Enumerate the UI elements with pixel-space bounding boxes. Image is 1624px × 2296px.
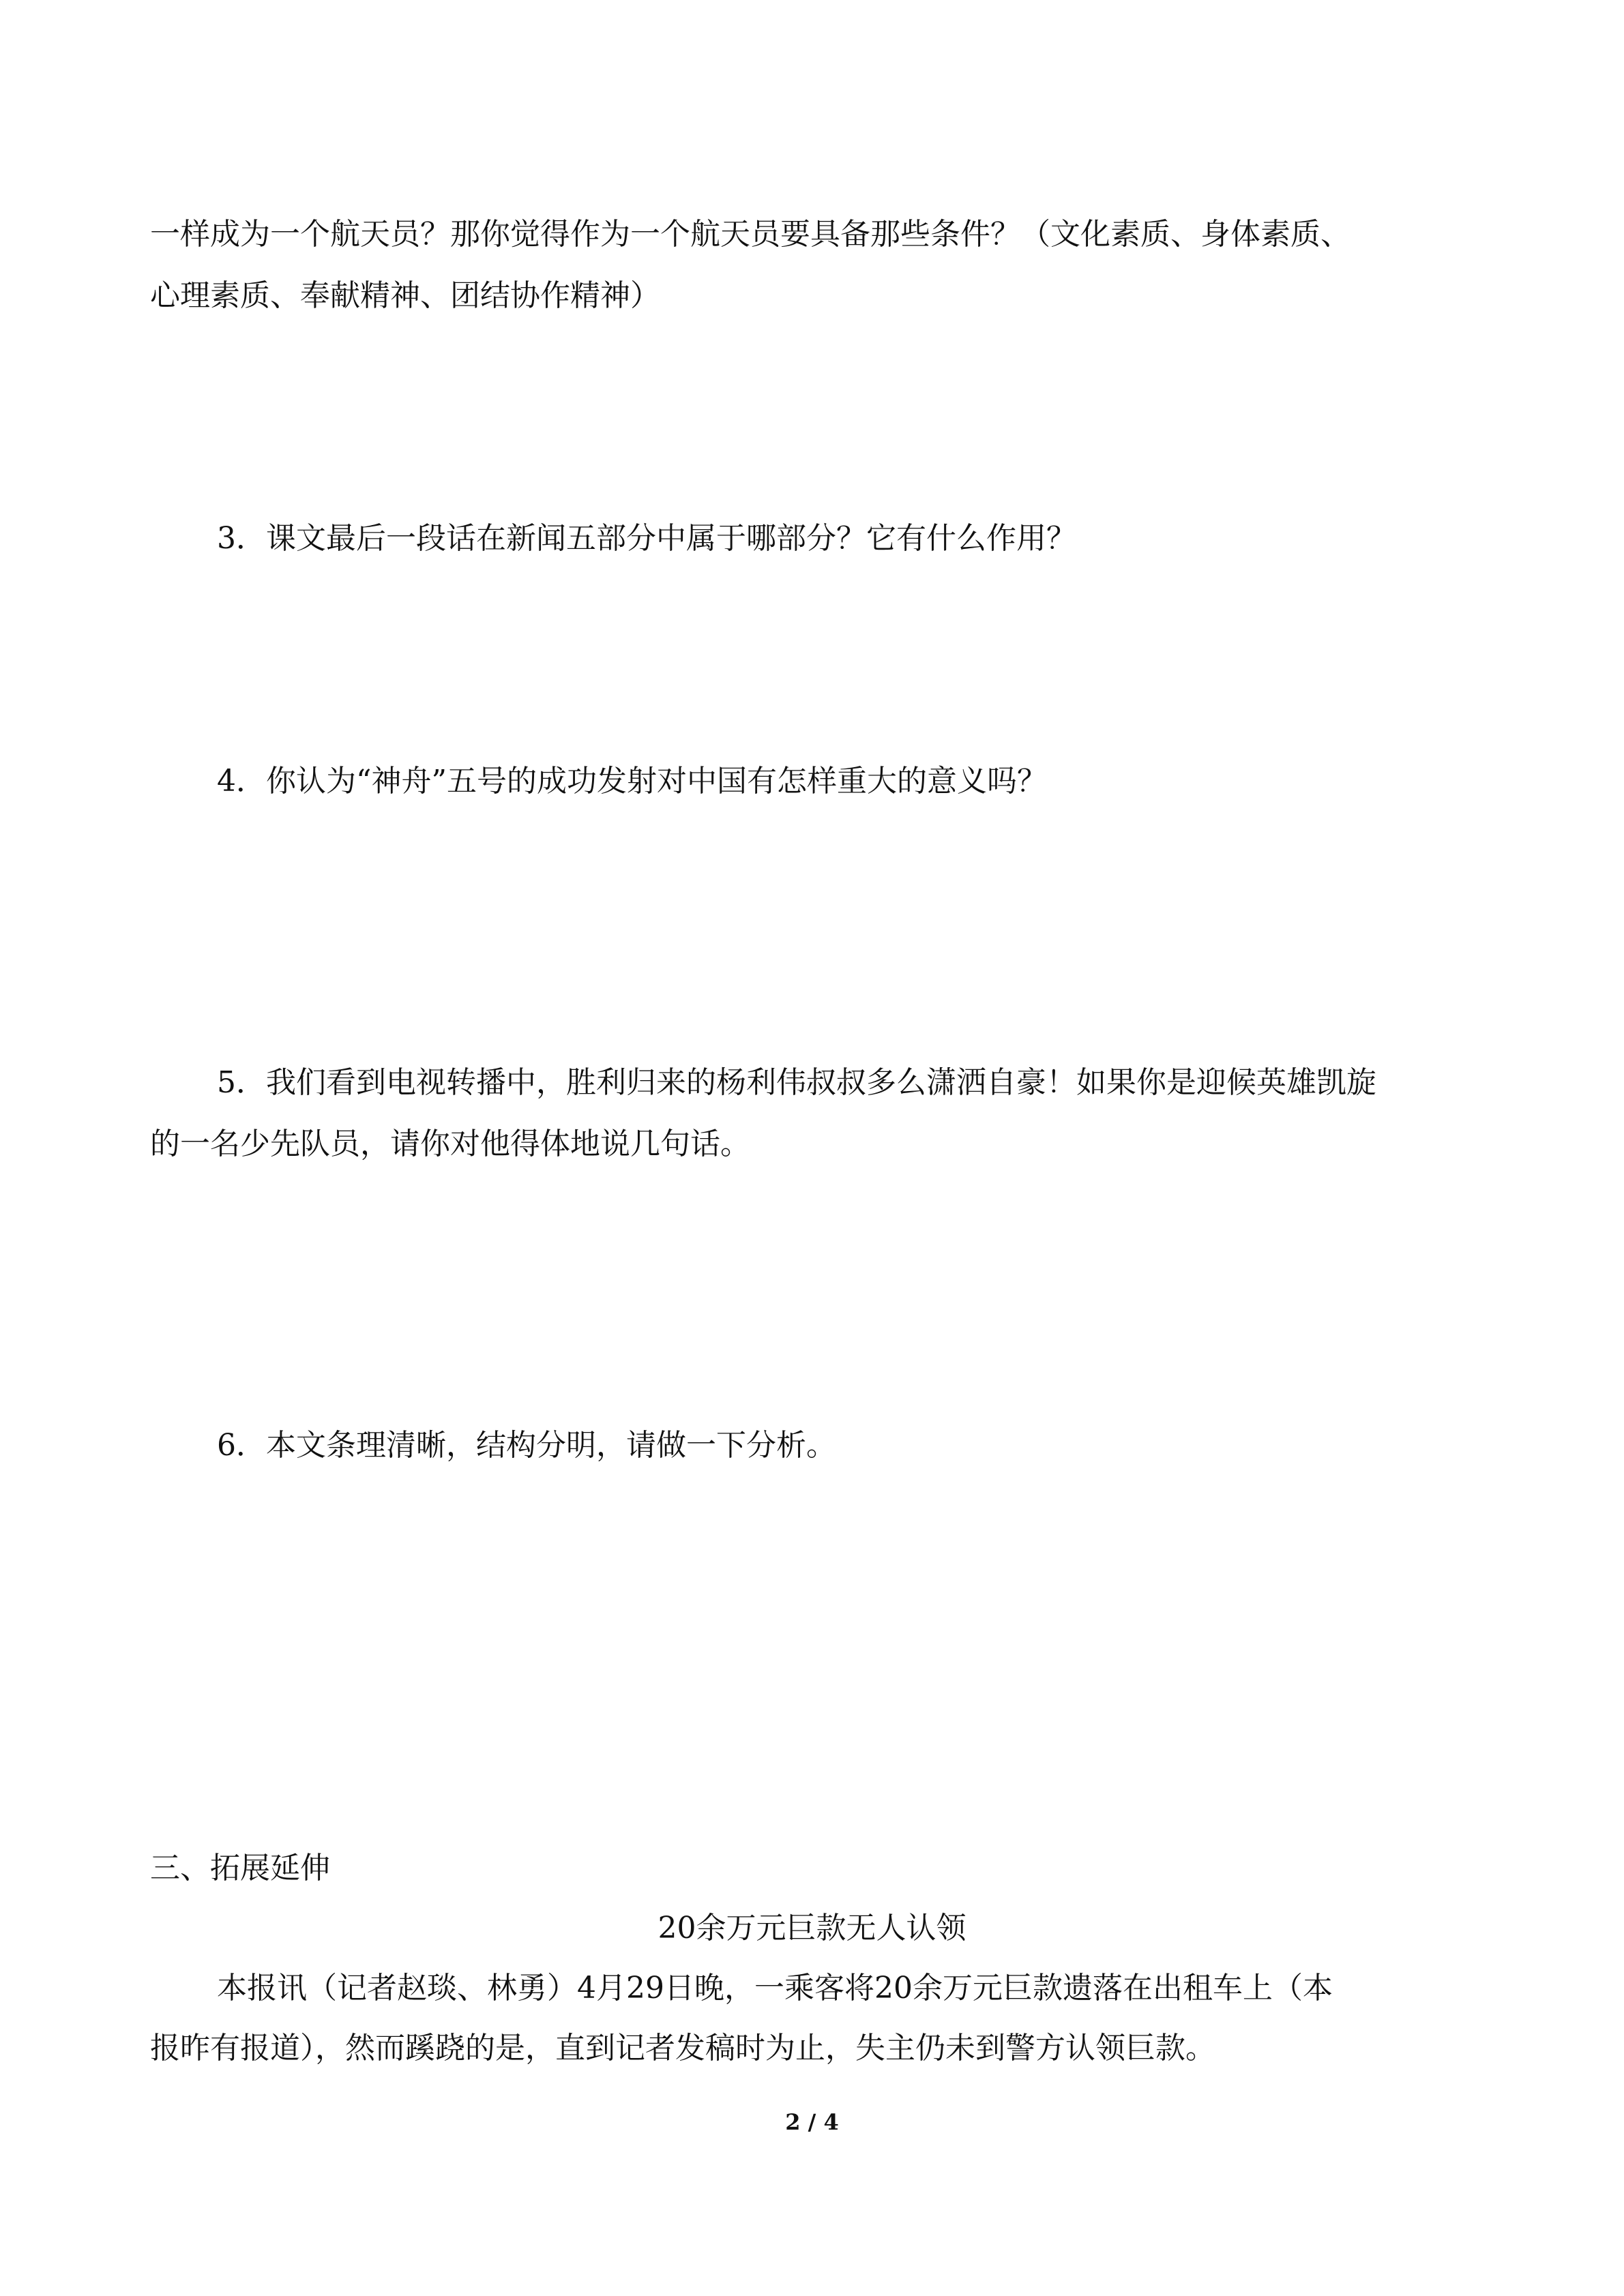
- question-6: 6．本文条理清晰，结构分明，请做一下分析。: [217, 1428, 836, 1463]
- question-4: 4．你认为“神舟”五号的成功发射对中国有怎样重大的意义吗？: [217, 764, 1047, 799]
- article-title: 20余万元巨款无人认领: [658, 1911, 966, 1945]
- article-paragraph-line-2: 报昨有报道），然而蹊跷的是，直到记者发稿时为止，失主仍未到警方认领巨款。: [150, 2031, 1215, 2066]
- page-number: 2 / 4: [785, 2109, 839, 2135]
- q2-continuation-line-1: 一样成为一个航天员？那你觉得作为一个航天员要具备那些条件？（文化素质、身体素质、: [150, 217, 1350, 252]
- q2-continuation-line-2: 心理素质、奉献精神、团结协作精神）: [150, 278, 660, 313]
- article-paragraph-line-1: 本报讯（记者赵琰、林勇）4月29日晚，一乘客将20余万元巨款遗落在出租车上（本: [217, 1971, 1333, 2006]
- question-3: 3．课文最后一段话在新闻五部分中属于哪部分？它有什么作用？: [217, 521, 1076, 556]
- question-5-line-2: 的一名少先队员，请你对他得体地说几句话。: [150, 1127, 750, 1161]
- section-heading: 三、拓展延伸: [150, 1851, 330, 1885]
- question-5-line-1: 5．我们看到电视转播中，胜利归来的杨利伟叔叔多么潇洒自豪！如果你是迎候英雄凯旋: [217, 1065, 1376, 1100]
